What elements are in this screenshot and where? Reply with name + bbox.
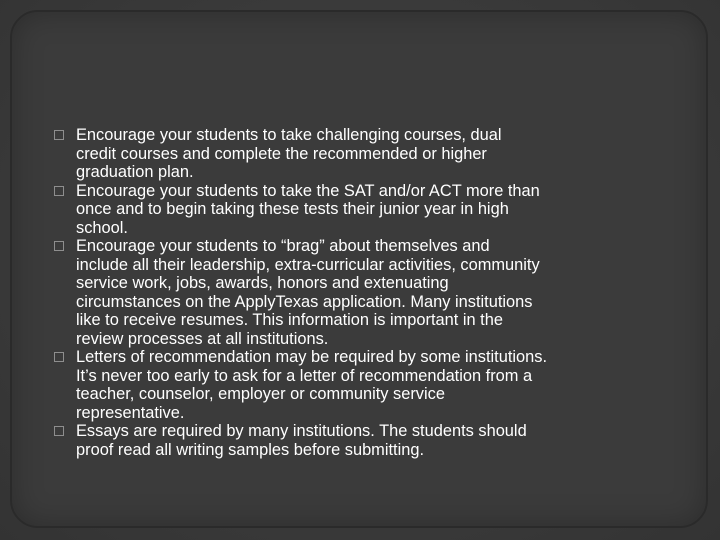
slide-content [54, 126, 644, 459]
bullet-text: Essays are required by many institutions. The students should proof read all writing samples before submitting. [76, 422, 527, 459]
bullet-list [54, 126, 644, 459]
bullet-text: Encourage your students to “brag” about themselves and include all their leadership, extra-curricular activities, community service work, jobs, awards, honors and extenuating circumstances on the ApplyTexas application. Many institutions like to receive resumes. This information is important in the review processes at all institutions. [76, 237, 540, 348]
bullet-marker-icon [54, 352, 64, 362]
bullet-text: Encourage your students to take the SAT and/or ACT more than once and to begin taking these tests their junior year in high school. [76, 181, 540, 237]
bullet-item [54, 126, 644, 182]
bullet-marker-icon [54, 130, 64, 140]
bullet-item [54, 182, 644, 238]
bullet-item [54, 422, 644, 459]
bullet-item [54, 348, 644, 422]
bullet-marker-icon [54, 186, 64, 196]
bullet-text: Letters of recommendation may be required by some institutions. It’s never too early to ask for a letter of recommendation from a teacher, counselor, employer or community service representative. [76, 348, 548, 422]
bullet-marker-icon [54, 426, 64, 436]
bullet-text: Encourage your students to take challenging courses, dual credit courses and complete the recommended or higher graduation plan. [76, 126, 502, 181]
bullet-item [54, 237, 644, 348]
bullet-marker-icon [54, 241, 64, 251]
